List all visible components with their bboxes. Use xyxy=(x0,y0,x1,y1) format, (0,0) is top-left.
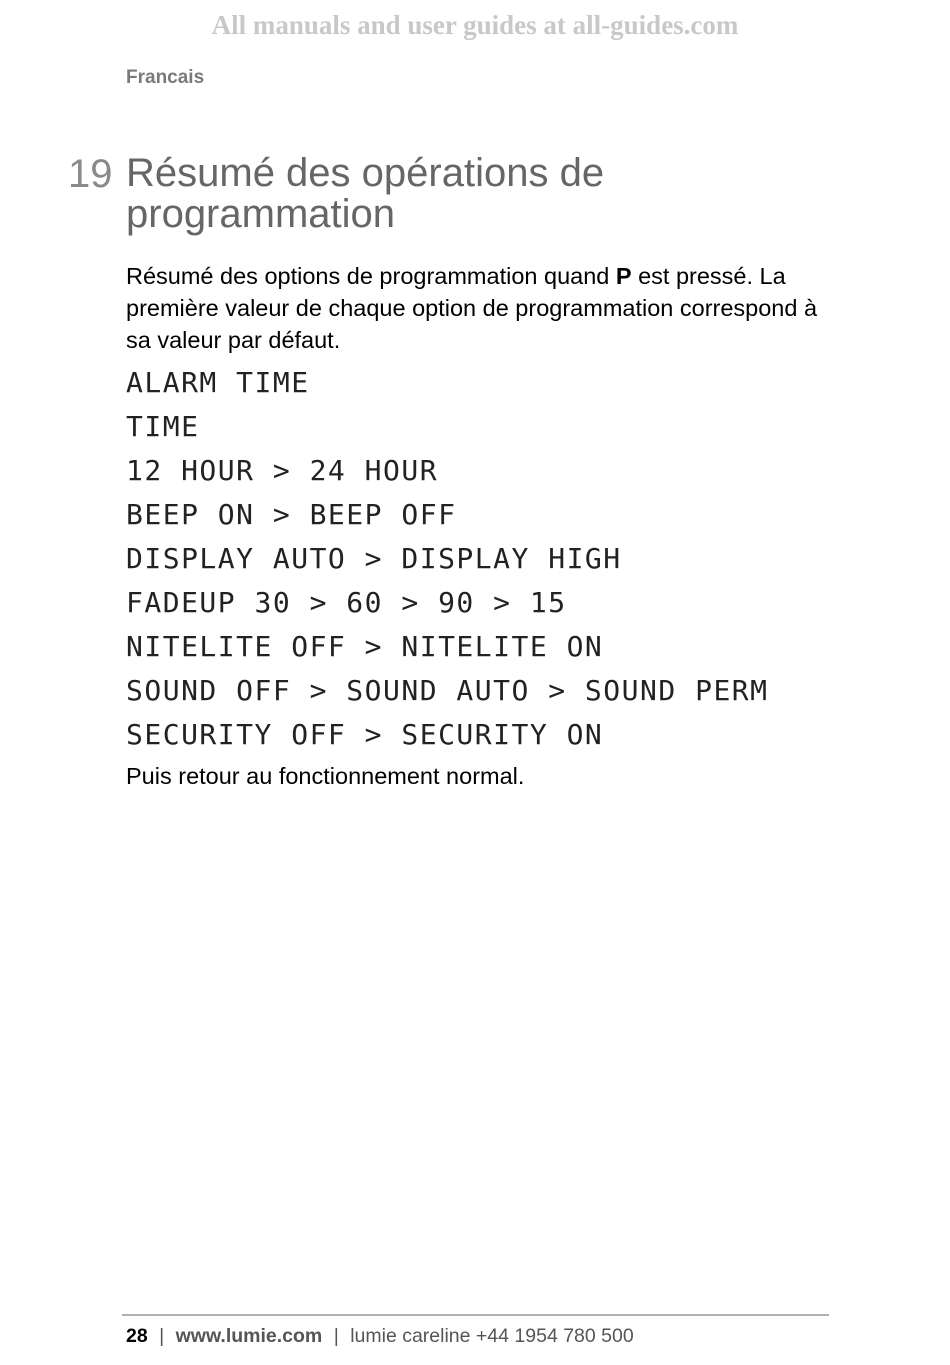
section-number: 19 xyxy=(68,152,113,196)
section-title xyxy=(126,153,826,235)
language-label: Francais xyxy=(126,67,205,88)
section-title-line1: Résumé des opérations de xyxy=(126,151,605,195)
intro-paragraph xyxy=(126,260,836,356)
footer-separator: | xyxy=(159,1325,165,1347)
lcd-line: ALARM TIME xyxy=(126,366,310,399)
lcd-option-list xyxy=(126,364,769,760)
section-title-line2: programmation xyxy=(126,192,396,236)
lcd-line: NITELITE OFF > NITELITE ON xyxy=(126,630,604,663)
intro-text-start: Résumé des options de programmation quand xyxy=(126,263,616,289)
lcd-line: FADEUP 30 > 60 > 90 > 15 xyxy=(126,586,567,619)
page-footer xyxy=(126,1325,634,1348)
website-link[interactable]: www.lumie.com xyxy=(175,1325,323,1347)
page-number: 28 xyxy=(126,1325,148,1347)
lcd-line: TIME xyxy=(126,410,200,443)
watermark: All manuals and user guides at all-guides.com xyxy=(211,10,739,40)
intro-key-p: P xyxy=(615,263,632,289)
footer-separator: | xyxy=(333,1325,339,1347)
lcd-line: BEEP ON > BEEP OFF xyxy=(126,498,457,531)
intro-text-end: est pressé. La première valeur de chaque option de programmation correspond à sa valeur par défaut. xyxy=(126,263,818,353)
outro-paragraph: Puis retour au fonctionnement normal. xyxy=(126,763,525,789)
lcd-line: SECURITY OFF > SECURITY ON xyxy=(126,718,604,751)
footer-rule xyxy=(122,1314,829,1316)
lcd-line: DISPLAY AUTO > DISPLAY HIGH xyxy=(126,542,622,575)
lcd-line: 12 HOUR > 24 HOUR xyxy=(126,454,439,487)
lcd-line: SOUND OFF > SOUND AUTO > SOUND PERM xyxy=(126,674,769,707)
careline-text: lumie careline +44 1954 780 500 xyxy=(350,1325,634,1347)
